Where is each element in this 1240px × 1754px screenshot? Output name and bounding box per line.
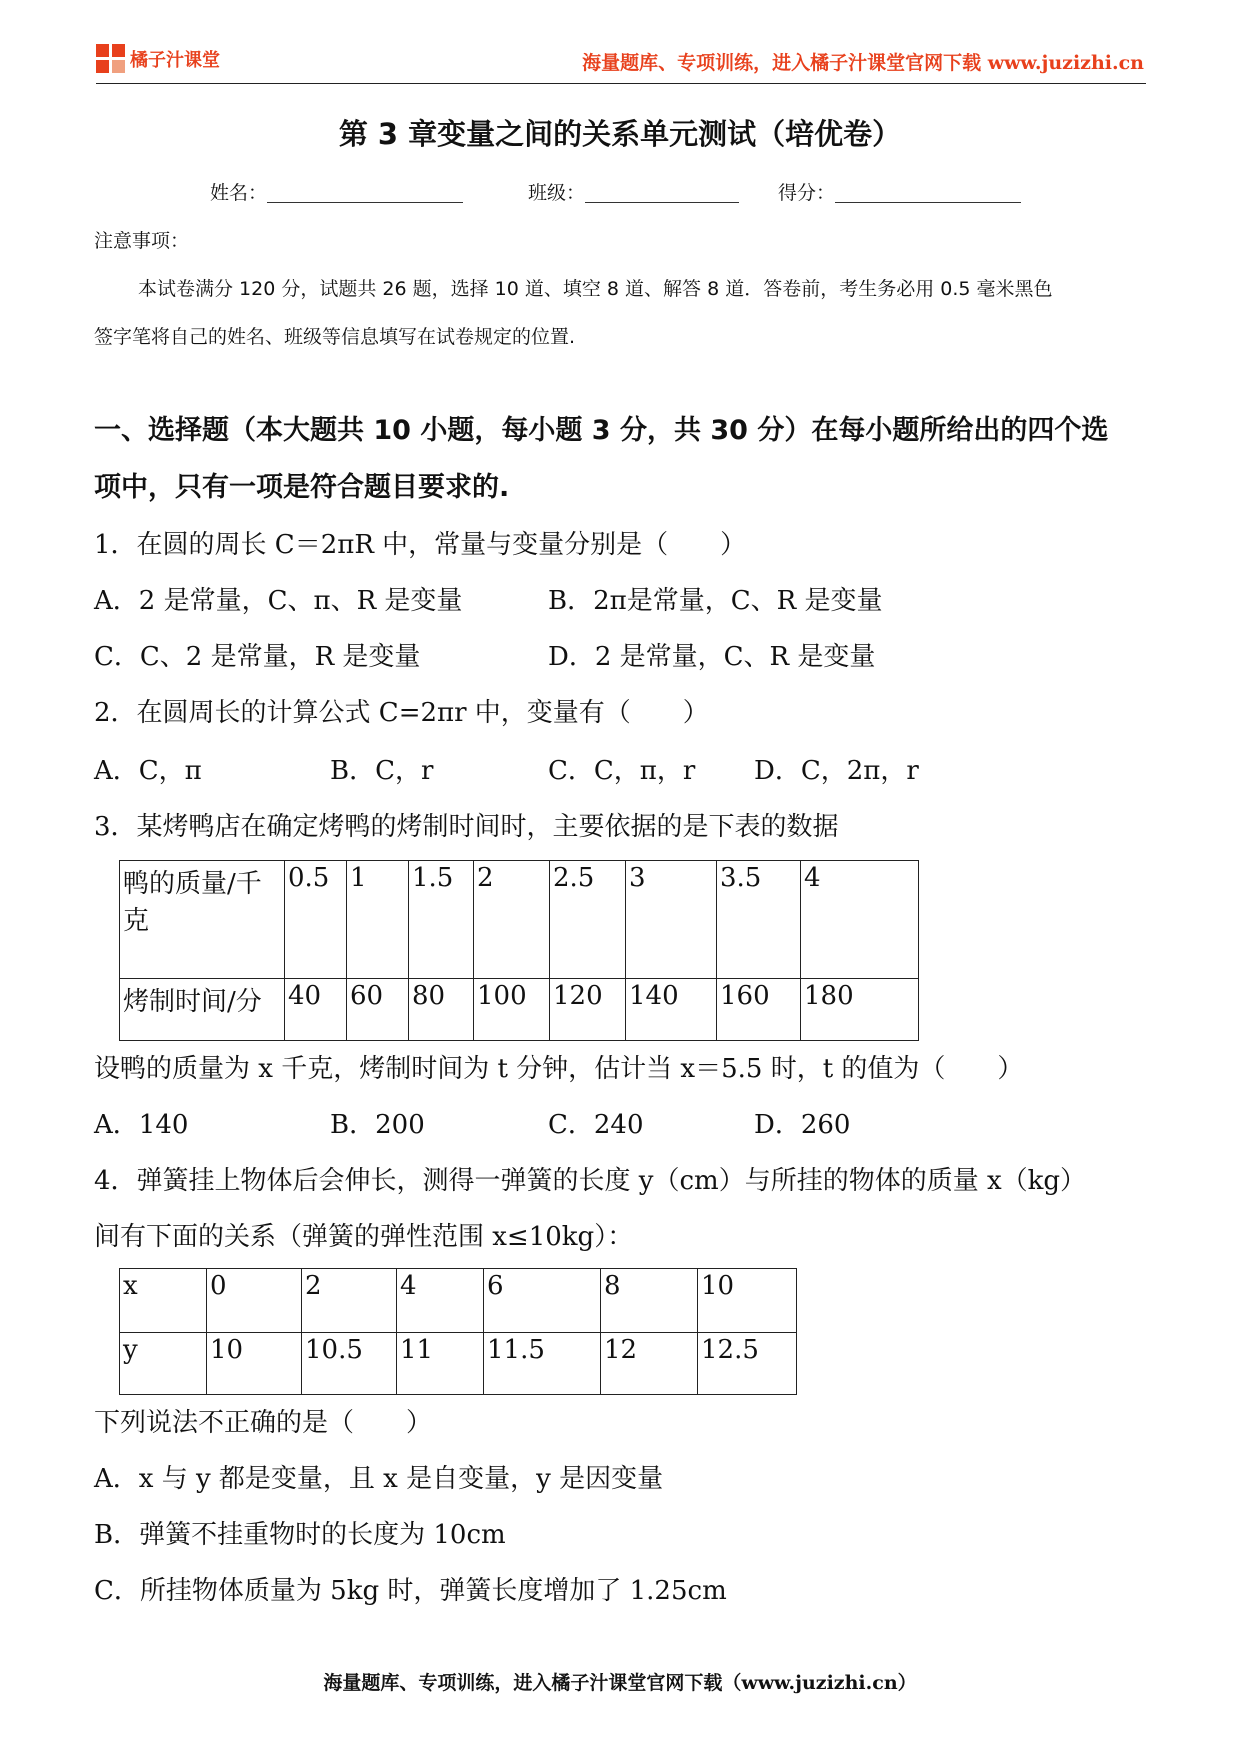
duck-roasting-table	[119, 860, 919, 1041]
question-4-stem: 4．弹簧挂上物体后会伸长，测得一弹簧的长度 y（cm）与所挂的物体的质量 x（kg）	[94, 1166, 1087, 1196]
table-row	[120, 1269, 797, 1333]
name-label: 姓名：	[210, 182, 268, 204]
section-heading-cont: 项中，只有一项是符合题目要求的.	[94, 472, 510, 503]
table-cell: 3.5	[717, 861, 801, 979]
question-3-stem: 3．某烤鸭店在确定烤鸭的烤制时间时，主要依据的是下表的数据	[94, 812, 839, 842]
table-cell: 12	[601, 1333, 698, 1395]
question-3-option-d: D．260	[754, 1110, 851, 1140]
table-cell: 10	[207, 1333, 302, 1395]
question-3-ask: 设鸭的质量为 x 千克，烤制时间为 t 分钟，估计当 x＝5.5 时，t 的值为（ ）	[94, 1054, 1024, 1084]
table-header-cell	[120, 861, 285, 979]
table-cell: 100	[474, 979, 550, 1041]
question-4-stem-cont: 间有下面的关系（弹簧的弹性范围 x≤10kg）：	[94, 1222, 634, 1252]
table-cell: 0	[207, 1269, 302, 1333]
table-cell: 4	[801, 861, 919, 979]
table-header-cell: 烤制时间/分	[120, 979, 285, 1041]
table-row	[120, 1333, 797, 1395]
table-row	[120, 979, 919, 1041]
question-4-option-c: C．所挂物体质量为 5kg 时，弹簧长度增加了 1.25cm	[94, 1576, 727, 1606]
table-cell: 6	[484, 1269, 601, 1333]
question-2-option-d: D．C，2π，r	[754, 756, 919, 786]
table-header-cell: x	[120, 1269, 207, 1333]
page-footer: 海量题库、专项训练，进入橘子汁课堂官网下载（www.juzizhi.cn）	[323, 1672, 917, 1694]
brand-name: 橘子汁课堂	[130, 50, 220, 71]
section-heading: 一、选择题（本大题共 10 小题，每小题 3 分，共 30 分）在每小题所给出的四个选	[94, 415, 1109, 446]
table-cell: 140	[626, 979, 717, 1041]
question-3-option-a: A．140	[94, 1110, 189, 1140]
name-field[interactable]	[210, 178, 463, 205]
question-2-option-c: C．C，π，r	[548, 756, 696, 786]
spring-length-table	[119, 1268, 797, 1395]
score-field[interactable]	[778, 178, 1021, 205]
question-2-option-a: A．C，π	[94, 756, 202, 786]
question-2-option-b: B．C，r	[330, 756, 434, 786]
question-4-option-a: A．x 与 y 都是变量，且 x 是自变量，y 是因变量	[94, 1464, 664, 1494]
brand-logo-icon	[96, 44, 126, 74]
table-cell: 10	[698, 1269, 797, 1333]
table-cell: 2.5	[550, 861, 626, 979]
question-1-option-c: C．C、2 是常量，R 是变量	[94, 642, 421, 672]
name-blank[interactable]	[267, 182, 463, 203]
table-cell: 160	[717, 979, 801, 1041]
question-2-stem: 2．在圆周长的计算公式 C=2πr 中，变量有（ ）	[94, 698, 709, 728]
table-cell: 12.5	[698, 1333, 797, 1395]
notice-line-2: 签字笔将自己的姓名、班级等信息填写在试卷规定的位置.	[94, 326, 576, 348]
table-cell: 11.5	[484, 1333, 601, 1395]
table-cell: 3	[626, 861, 717, 979]
table-cell: 80	[409, 979, 474, 1041]
class-field[interactable]	[528, 178, 739, 205]
table-cell: 0.5	[285, 861, 347, 979]
question-4-ask: 下列说法不正确的是（ ）	[94, 1408, 433, 1438]
table-header-cell: y	[120, 1333, 207, 1395]
table-cell: 120	[550, 979, 626, 1041]
score-label: 得分：	[778, 182, 836, 204]
table-cell: 1	[347, 861, 409, 979]
table-cell: 2	[474, 861, 550, 979]
table-cell: 11	[397, 1333, 484, 1395]
table-cell: 40	[285, 979, 347, 1041]
class-blank[interactable]	[585, 182, 739, 203]
question-3-option-c: C．240	[548, 1110, 644, 1140]
page-title: 第 3 章变量之间的关系单元测试（培优卷）	[338, 117, 902, 151]
header-divider	[96, 83, 1146, 84]
score-blank[interactable]	[835, 182, 1021, 203]
table-cell: 180	[801, 979, 919, 1041]
table-cell: 2	[302, 1269, 397, 1333]
table-cell: 1.5	[409, 861, 474, 979]
table-cell: 10.5	[302, 1333, 397, 1395]
mass-header-line-1: 鸭的质量/千	[123, 869, 262, 899]
header-slogan: 海量题库、专项训练，进入橘子汁课堂官网下载 www.juzizhi.cn	[582, 52, 1144, 74]
question-4-option-b: B．弹簧不挂重物时的长度为 10cm	[94, 1520, 506, 1550]
question-1-option-a: A．2 是常量，C、π、R 是变量	[94, 586, 463, 616]
notice-heading: 注意事项：	[94, 230, 190, 252]
question-1-stem: 1．在圆的周长 C＝2πR 中，常量与变量分别是（ ）	[94, 530, 747, 560]
class-label: 班级：	[528, 182, 586, 204]
question-1-option-d: D．2 是常量，C、R 是变量	[548, 642, 876, 672]
mass-header-line-2: 克	[123, 906, 150, 936]
table-cell: 8	[601, 1269, 698, 1333]
table-cell: 4	[397, 1269, 484, 1333]
question-1-option-b: B．2π是常量，C、R 是变量	[548, 586, 883, 616]
table-cell: 60	[347, 979, 409, 1041]
question-3-option-b: B．200	[330, 1110, 425, 1140]
notice-line-1: 本试卷满分 120 分，试题共 26 题，选择 10 道、填空 8 道、解答 8 道．答卷前，考生务必用 0.5 毫米黑色	[138, 278, 1053, 300]
table-row	[120, 861, 919, 979]
